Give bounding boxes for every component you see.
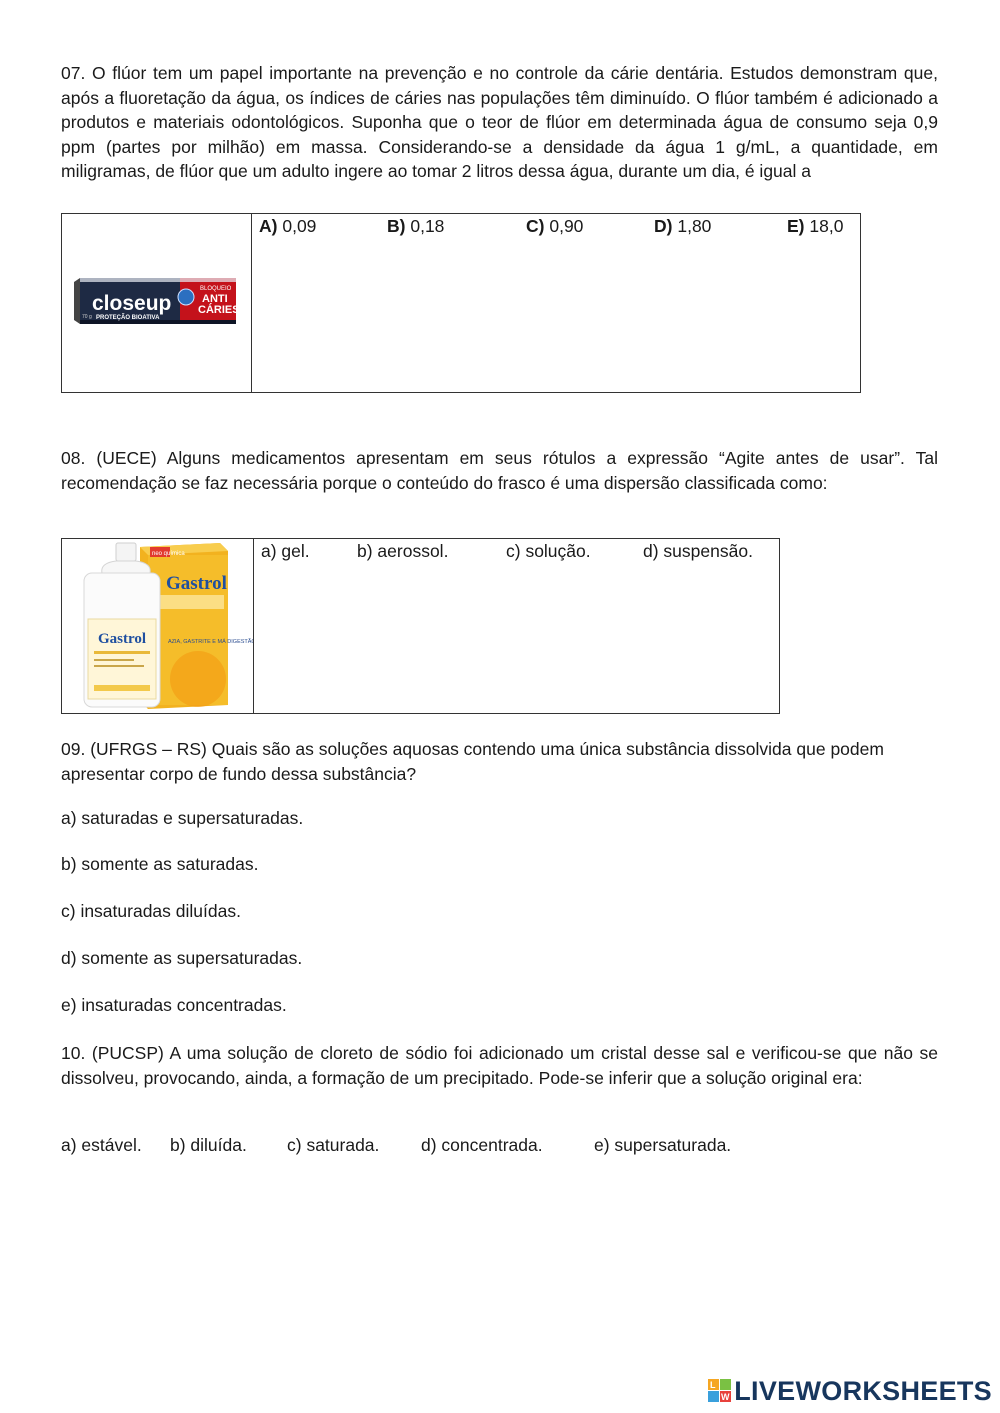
- q10-option-a[interactable]: a) estável.: [61, 1135, 142, 1155]
- q10-option-c[interactable]: c) saturada.: [287, 1135, 380, 1155]
- svg-text:L: L: [710, 1379, 716, 1390]
- q09-option-a[interactable]: a) saturadas e supersaturadas.: [61, 808, 304, 828]
- toothpaste-brand: closeup: [92, 292, 172, 315]
- q07-text: 07. O flúor tem um papel importante na prevenção e no controle da cárie dentária. Estudos demonstram que, após a fluoretação da água, os índices de cáries nas populações têm diminuído. O flúor também é adicionado a produtos e materiais odontológicos. Suponha que o teor de flúor em determinada água de consumo seja 0,9 ppm (partes por milhão) em massa. Considerando-se a densidade da água 1 g/mL, a quantidade, em miligramas, de flúor que um adulto ingere ao tomar 2 litros dessa água, durante um dia, é igual a: [61, 63, 938, 181]
- q09-option-c[interactable]: c) insaturadas diluídas.: [61, 901, 241, 921]
- q08-option-c[interactable]: c) solução.: [506, 541, 591, 561]
- q09-option-d[interactable]: d) somente as supersaturadas.: [61, 948, 303, 968]
- toothpaste-caries: CÁRIES: [198, 304, 240, 316]
- q07-image-cell: [62, 214, 252, 392]
- liveworksheets-logo[interactable]: [708, 1376, 992, 1407]
- q08-text: 08. (UECE) Alguns medicamentos apresentam em seus rótulos a expressão “Agite antes de usar”. Tal recomendação se faz necessária porque o conteúdo do frasco é uma dispersão classificada como:: [61, 448, 938, 493]
- q07-option-c[interactable]: C) 0,90: [526, 216, 584, 236]
- q10-option-d[interactable]: d) concentrada.: [421, 1135, 543, 1155]
- medicine-box-top: neo química: [152, 551, 185, 557]
- q07-option-e[interactable]: E) 18,0: [787, 216, 844, 236]
- q08-option-a[interactable]: a) gel.: [261, 541, 310, 561]
- q10-option-e[interactable]: e) supersaturada.: [594, 1135, 732, 1155]
- q08-image-cell: [62, 539, 254, 713]
- liveworksheets-icon: [708, 1379, 732, 1405]
- q07-option-a[interactable]: A) 0,09: [259, 216, 317, 236]
- toothpaste-tag: BLOQUEIO: [200, 286, 232, 292]
- q07-option-b[interactable]: B) 0,18: [387, 216, 445, 236]
- q09-option-e[interactable]: e) insaturadas concentradas.: [61, 995, 287, 1015]
- medicine-box-brand: Gastrol: [166, 573, 227, 594]
- q08-option-b[interactable]: b) aerossol.: [357, 541, 449, 561]
- toothpaste-image: [62, 214, 251, 392]
- q08-box: [61, 538, 780, 714]
- toothpaste-anti: ANTI: [202, 293, 228, 305]
- q10-text: 10. (PUCSP) A uma solução de cloreto de sódio foi adicionado um cristal desse sal e verificou-se que não se dissolveu, provocando, ainda, a formação de um precipitado. Pode-se inferir que a solução original era:: [61, 1043, 938, 1088]
- q08-option-d[interactable]: d) suspensão.: [643, 541, 753, 561]
- medicine-image: [62, 539, 253, 713]
- q07-option-d[interactable]: D) 1,80: [654, 216, 712, 236]
- medicine-box-note: AZIA, GASTRITE E MÁ DIGESTÃO: [168, 639, 253, 645]
- q07-box: [61, 213, 861, 393]
- toothpaste-weight: 70 g: [82, 314, 92, 320]
- q10-option-b[interactable]: b) diluída.: [170, 1135, 247, 1155]
- svg-text:W: W: [721, 1391, 730, 1402]
- q09-option-b[interactable]: b) somente as saturadas.: [61, 854, 259, 874]
- q09-text: 09. (UFRGS – RS) Quais são as soluções aquosas contendo uma única substância dissolvida que podem apresentar corpo de fundo dessa substância?: [61, 739, 884, 784]
- liveworksheets-text: LIVEWORKSHEETS: [734, 1376, 992, 1406]
- medicine-bottle-brand: Gastrol: [98, 631, 147, 647]
- toothpaste-sub: PROTEÇÃO BIOATIVA: [96, 315, 160, 321]
